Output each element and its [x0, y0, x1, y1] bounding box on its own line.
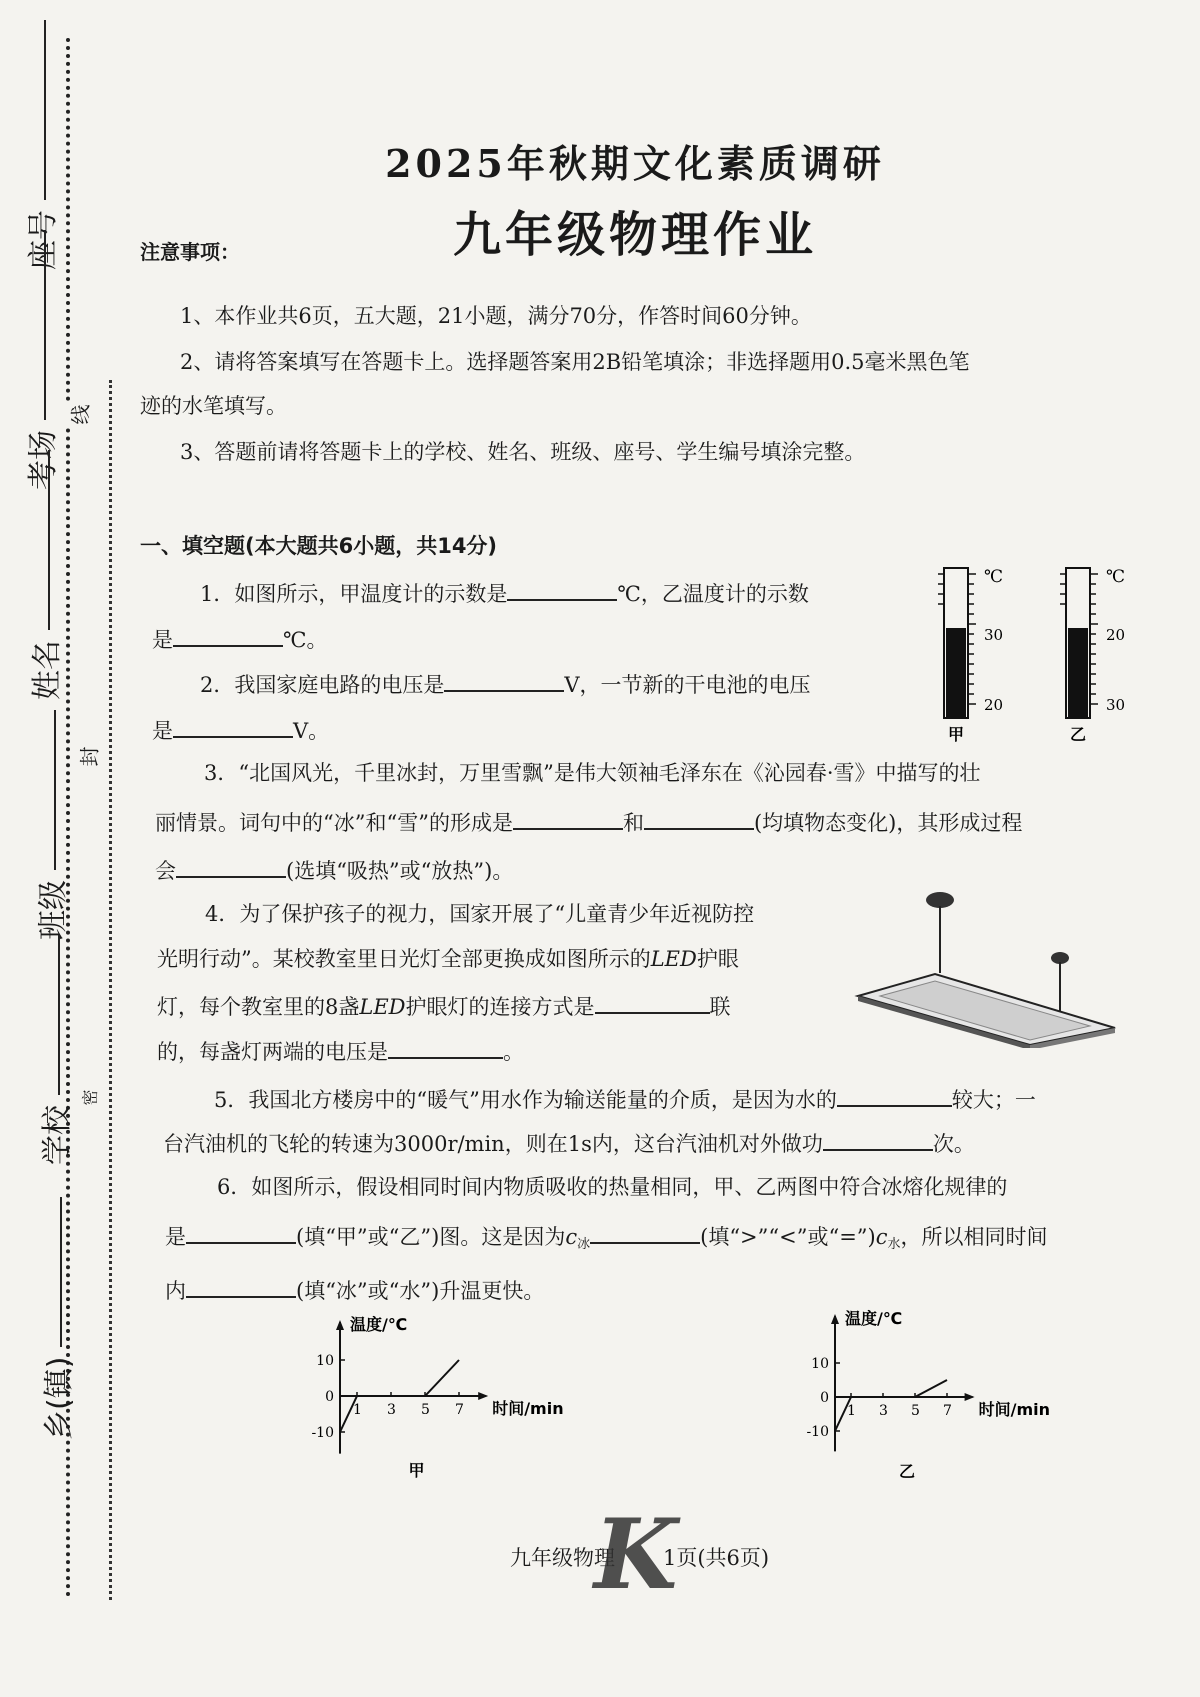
- seat-label: 座号: [26, 210, 61, 270]
- q4-text-b2: 护眼: [696, 947, 739, 971]
- x-tick-label: 5: [421, 1402, 430, 1418]
- thermometer-jia-liquid: [946, 628, 966, 718]
- q4-led-2: LED: [359, 995, 406, 1019]
- chart-jia: [300, 1310, 600, 1514]
- thermometer-jia-upper-label: 30: [984, 626, 1004, 644]
- y-axis-title: 温度/℃: [845, 1309, 903, 1328]
- notice-heading: 注意事项：: [140, 240, 240, 264]
- thermometer-jia-lower-label: 20: [984, 696, 1004, 714]
- question-6-line-1: 6．如图所示，假设相同时间内物质吸收的热量相同，甲、乙两图中符合冰熔化规律的: [217, 1175, 1008, 1199]
- q4-text-d1: 的，每盏灯两端的电压是: [157, 1040, 388, 1064]
- thermometer-yi: [1052, 560, 1152, 744]
- chart-yi: [790, 1308, 1080, 1502]
- seal-word-close: 密: [76, 1089, 103, 1105]
- chart-caption: 乙: [899, 1462, 916, 1481]
- q3-blank-2[interactable]: [644, 810, 754, 830]
- class-line[interactable]: [54, 710, 56, 870]
- q4-blank-1[interactable]: [595, 994, 710, 1014]
- y-axis-arrow: [336, 1320, 344, 1330]
- thermometer-yi-unit: ℃: [1106, 567, 1126, 587]
- notice-item-2: 2、请将答案填写在答题卡上。选择题答案用2B铅笔填涂；非选择题用0.5毫米黑色笔: [180, 350, 970, 374]
- x-tick-label: 7: [943, 1403, 952, 1419]
- question-6-line-3: [165, 1278, 544, 1302]
- watermark-logo: K: [594, 1498, 678, 1611]
- town-line[interactable]: [60, 1197, 62, 1347]
- question-1-line-2: [152, 627, 328, 651]
- q5-blank-1[interactable]: [837, 1087, 952, 1107]
- notice-item-2-cont: 迹的水笔填写。: [140, 394, 287, 418]
- x-axis-arrow: [478, 1392, 488, 1400]
- q6-text-b3: (填“>”“<”或“=”): [700, 1225, 876, 1249]
- q3-text-b3: (均填物态变化)，其形成过程: [753, 811, 1023, 835]
- q5-text-b1: 台汽油机的飞轮的转速为3000r/min，则在1s内，这台汽油机对外做功: [163, 1132, 823, 1156]
- thermometer-yi-graphic: [1052, 560, 1152, 744]
- seal-word-seal: 封: [72, 747, 105, 767]
- question-4-line-2: [157, 949, 739, 970]
- thermometer-jia-unit: ℃: [984, 567, 1004, 587]
- q6-blank-1[interactable]: [186, 1224, 296, 1244]
- y-tick-label: 0: [820, 1390, 829, 1406]
- q3-blank-3[interactable]: [176, 858, 286, 878]
- thermometer-yi-upper-label: 20: [1106, 626, 1126, 644]
- y-axis-title: 温度/℃: [350, 1315, 408, 1334]
- name-field: [22, 450, 66, 700]
- question-5-line-1: [214, 1087, 1036, 1111]
- q4-text-c3: 联: [709, 995, 731, 1019]
- notice-item-1: 1、本作业共6页，五大题，21小题，满分70分，作答时间60分钟。: [180, 304, 812, 328]
- q3-text-b1: 丽情景。词句中的“冰”和“雪”的形成是: [155, 811, 513, 835]
- chart-jia-graphic: [300, 1310, 600, 1510]
- x-axis-title: 时间/min: [978, 1400, 1051, 1419]
- question-4-line-3: [157, 994, 731, 1018]
- class-field: [28, 710, 72, 940]
- q6-text-b4: ，所以相同时间: [900, 1225, 1048, 1249]
- q1-blank-2[interactable]: [173, 627, 283, 647]
- thermometer-jia-graphic: [930, 560, 1030, 744]
- q1-blank-1[interactable]: [507, 581, 617, 601]
- q6-blank-2[interactable]: [590, 1224, 700, 1244]
- footer-subject: 九年级物理: [510, 1546, 615, 1570]
- x-tick-label: 3: [387, 1402, 396, 1418]
- q2-blank-2[interactable]: [173, 718, 293, 738]
- section-1-heading: 一、填空题(本大题共6小题，共14分): [140, 534, 498, 558]
- notice-item-3: 3、答题前请将答题卡上的学校、姓名、班级、座号、学生编号填涂完整。: [180, 440, 866, 464]
- q4-text-d2: 。: [503, 1040, 524, 1064]
- q2-text-a: 2．我国家庭电路的电压是: [200, 673, 445, 697]
- y-tick-label: 0: [325, 1389, 334, 1405]
- q1-text-c: 是: [152, 628, 173, 652]
- q5-blank-2[interactable]: [823, 1131, 933, 1151]
- q4-blank-2[interactable]: [388, 1039, 503, 1059]
- seal-word-line: 线: [63, 405, 96, 425]
- footer-page-count: 1页(共6页): [663, 1546, 770, 1570]
- led-lamp-figure: [850, 888, 1120, 1052]
- q6-text-b1: 是: [165, 1225, 186, 1249]
- x-tick-label: 5: [911, 1403, 920, 1419]
- question-3-line-3: [155, 858, 513, 882]
- q6-c-water: c: [875, 1225, 888, 1249]
- x-tick-label: 1: [847, 1403, 856, 1419]
- q1-text-a: 1．如图所示，甲温度计的示数是: [200, 582, 508, 606]
- q4-text-c2: 护眼灯的连接方式是: [405, 995, 595, 1019]
- x-tick-label: 7: [455, 1402, 464, 1418]
- y-axis-arrow: [831, 1314, 839, 1324]
- y-tick-label: -10: [311, 1425, 334, 1441]
- q2-text-b: V，一节新的干电池的电压: [564, 673, 811, 697]
- q4-led-1: LED: [650, 947, 697, 971]
- thermometer-yi-liquid: [1068, 628, 1088, 718]
- x-tick-label: 3: [879, 1403, 888, 1419]
- q2-blank-1[interactable]: [444, 672, 564, 692]
- x-axis-arrow: [965, 1393, 975, 1401]
- led-lamp-graphic: [850, 888, 1120, 1048]
- town-field: [34, 1197, 78, 1440]
- x-tick-label: 1: [353, 1402, 362, 1418]
- thermometer-yi-caption: 乙: [1070, 725, 1087, 744]
- y-tick-label: 10: [316, 1353, 334, 1369]
- q6-c-ice: c: [565, 1225, 578, 1249]
- q5-text-a2: 较大；一: [951, 1088, 1036, 1112]
- question-2-line-2: [152, 718, 329, 742]
- question-4-line-1: 4．为了保护孩子的视力，国家开展了“儿童青少年近视防控: [205, 902, 755, 926]
- q5-text-b2: 次。: [932, 1132, 975, 1156]
- chart-caption: 甲: [408, 1461, 425, 1480]
- name-line[interactable]: [48, 450, 50, 630]
- class-label: 班级: [36, 880, 71, 940]
- question-1-line-1: [200, 581, 809, 605]
- question-2-line-1: [200, 672, 811, 696]
- y-tick-label: -10: [806, 1424, 829, 1440]
- thermometer-jia: [930, 560, 1030, 744]
- thermometer-jia-caption: 甲: [948, 725, 965, 744]
- school-line[interactable]: [58, 935, 60, 1095]
- town-label: 乡(镇): [42, 1356, 77, 1440]
- question-3-line-2: [155, 810, 1022, 834]
- exam-subtitle: 九年级物理作业: [452, 207, 817, 263]
- chart-yi-graphic: [790, 1308, 1080, 1498]
- exam-title: 2025年秋期文化素质调研: [385, 141, 885, 186]
- question-5-line-2: [163, 1131, 975, 1155]
- q2-text-d: V。: [293, 719, 330, 743]
- q2-text-c: 是: [152, 719, 173, 743]
- q3-text-b2: 和: [622, 811, 644, 835]
- question-4-line-4: [157, 1039, 524, 1063]
- q4-text-b1: 光明行动”。某校教室里日光灯全部更换成如图所示的: [157, 947, 651, 971]
- thermometer-yi-lower-label: 30: [1106, 696, 1126, 714]
- school-field: [32, 935, 76, 1165]
- q5-text-a1: 5．我国北方楼房中的“暖气”用水作为输送能量的介质，是因为水的: [214, 1088, 837, 1112]
- q1-text-b: ℃，乙温度计的示数: [617, 582, 809, 606]
- q6-sub-ice: 冰: [577, 1237, 591, 1252]
- q3-text-c2: (选填“吸热”或“放热”)。: [286, 859, 514, 883]
- q6-text-c2: (填“冰”或“水”)升温更快。: [296, 1279, 545, 1303]
- room-label: 考场: [26, 430, 61, 490]
- q3-blank-1[interactable]: [513, 810, 623, 830]
- q6-text-b2: (填“甲”或“乙”)图。这是因为: [296, 1225, 566, 1249]
- x-axis-title: 时间/min: [492, 1399, 564, 1418]
- question-6-line-2: [165, 1224, 1048, 1251]
- y-tick-label: 10: [811, 1356, 829, 1372]
- q6-sub-water: 水: [887, 1237, 901, 1252]
- q1-text-d: ℃。: [283, 628, 328, 652]
- seal-dotted-line: [109, 380, 112, 1600]
- school-label: 学校: [40, 1105, 75, 1165]
- q6-blank-3[interactable]: [186, 1278, 296, 1298]
- q4-text-c1: 灯，每个教室里的8盏: [157, 995, 360, 1019]
- q6-text-c1: 内: [165, 1279, 186, 1303]
- q3-text-c1: 会: [155, 859, 176, 883]
- name-label: 姓名: [30, 640, 65, 700]
- question-3-line-1: 3．“北国风光，千里冰封，万里雪飘”是伟大领袖毛泽东在《沁园春·雪》中描写的壮: [204, 761, 981, 785]
